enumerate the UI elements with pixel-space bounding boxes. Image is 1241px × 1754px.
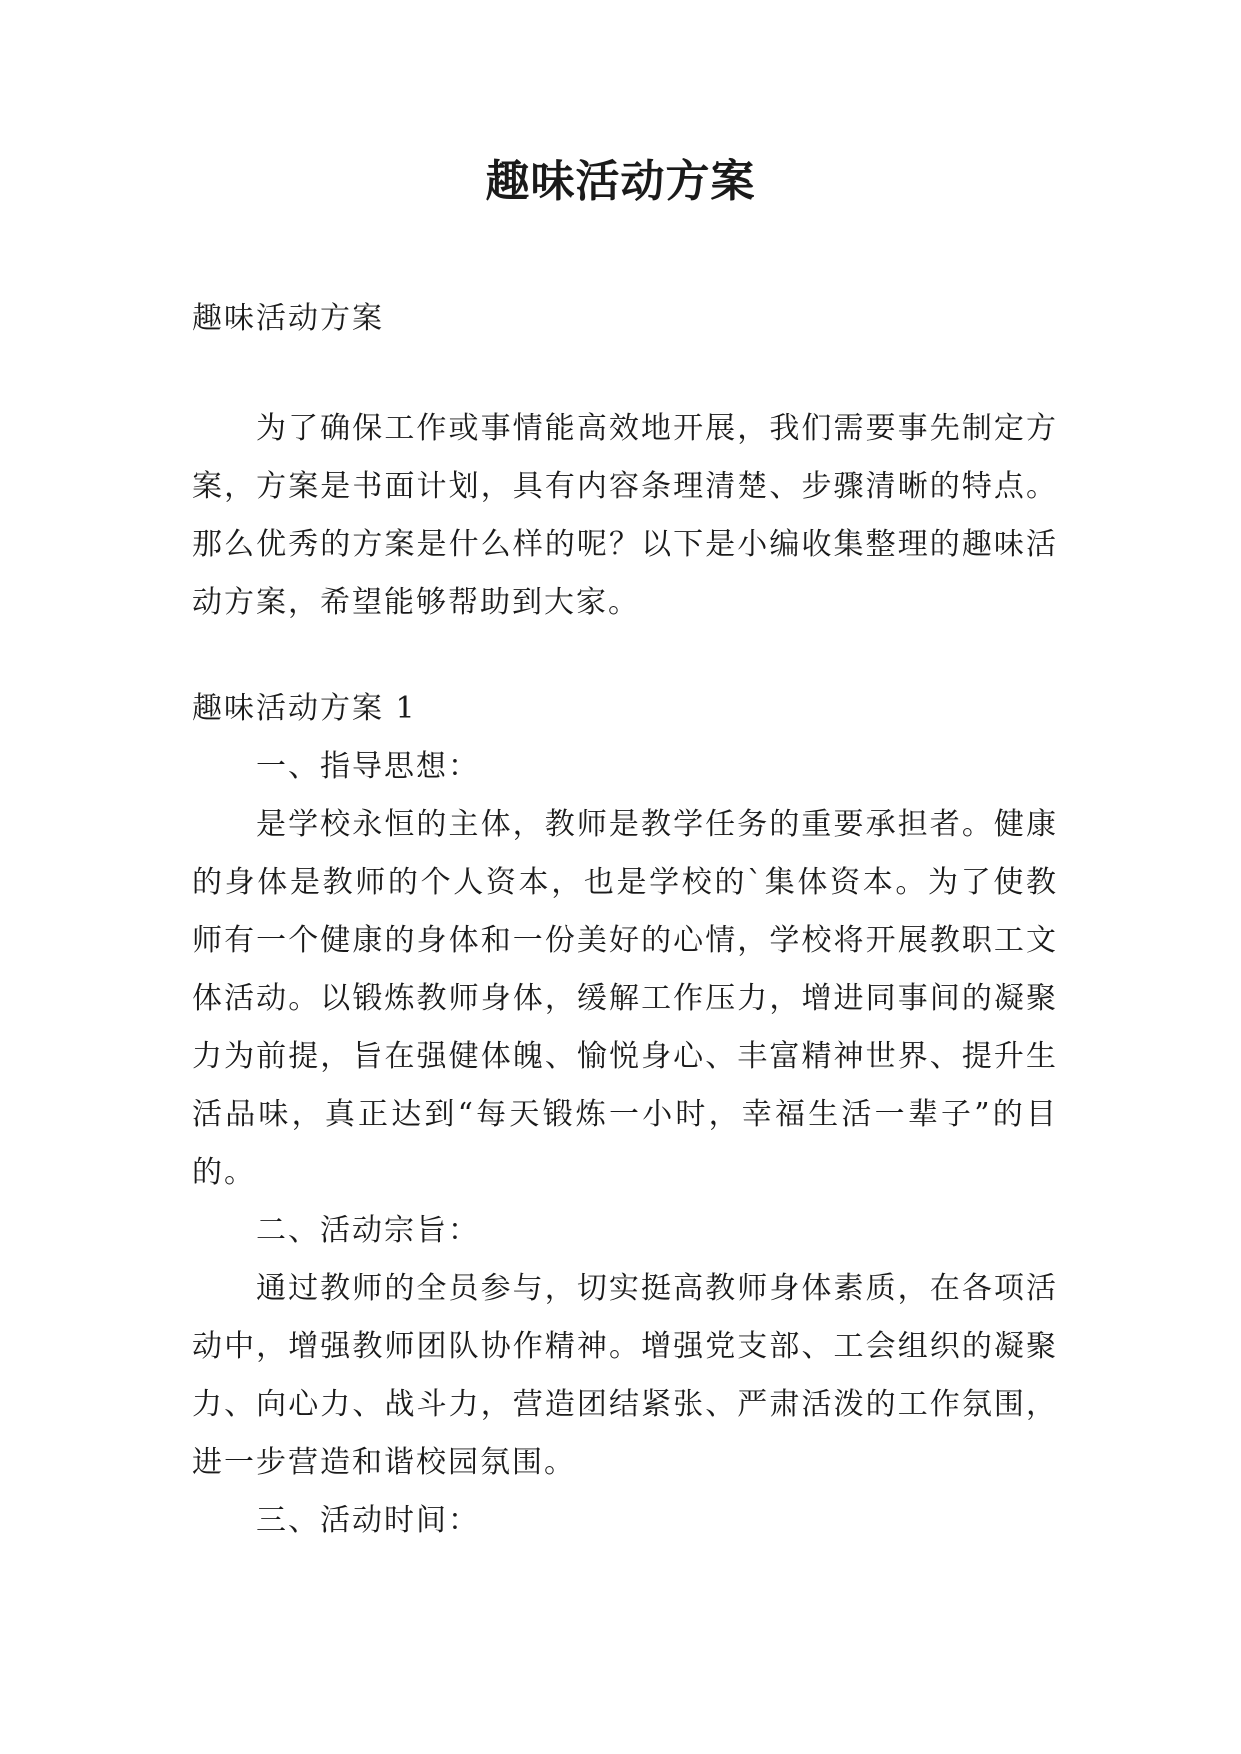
part1-paragraph: 是学校永恒的主体，教师是教学任务的重要承担者。健康的身体是教师的个人资本，也是学校的`集体资本。为了使教师有一个健康的身体和一份美好的心情，学校将开展教职工文体活动。以锻炼教师身体，缓解工作压力，增进同事间的凝聚力为前提，旨在强健体魄、愉悦身心、丰富精神世界、提升生活品味，真正达到“每天锻炼一小时，幸福生活一辈子”的目的。 — [192, 807, 1058, 1190]
intro-paragraph: 为了确保工作或事情能高效地开展，我们需要事先制定方案，方案是书面计划，具有内容条理清楚、步骤清晰的特点。那么优秀的方案是什么样的呢？以下是小编收集整理的趣味活动方案，希望能够帮助到大家。 — [192, 411, 1058, 620]
document-title: 趣味活动方案 — [485, 156, 756, 207]
part1-heading: 一、指导思想： — [256, 749, 480, 784]
document-subtitle: 趣味活动方案 — [192, 301, 384, 336]
part2-paragraph: 通过教师的全员参与，切实挺高教师身体素质，在各项活动中，增强教师团队协作精神。增强党支部、工会组织的凝聚力、向心力、战斗力，营造团结紧张、严肃活泼的工作氛围，进一步营造和谐校园氛围。 — [192, 1271, 1058, 1480]
part3-heading: 三、活动时间： — [256, 1503, 480, 1538]
section-heading: 趣味活动方案 1 — [192, 691, 417, 726]
document-body — [192, 290, 1058, 1550]
part2-heading: 二、活动宗旨： — [256, 1213, 480, 1248]
